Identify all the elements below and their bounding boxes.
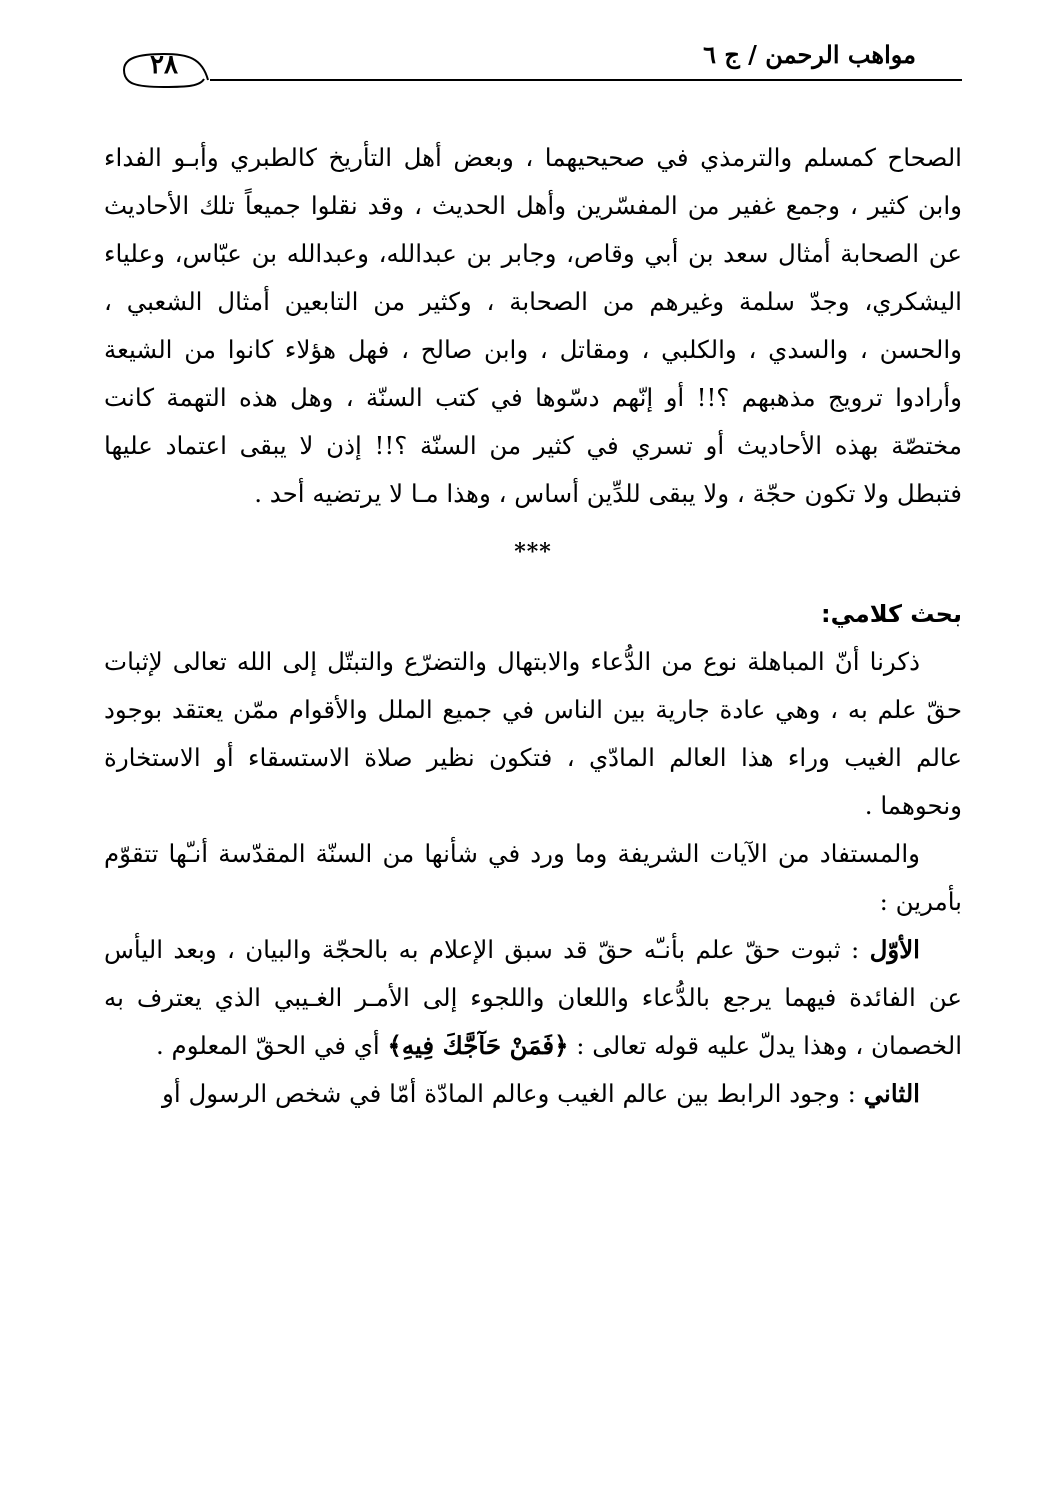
paragraph-mubahala: ذكرنا أنّ المباهلة نوع من الدُّعاء والابتهال والتضرّع والتبتّل إلى الله تعالى لإثبات حقّ علم به ، وهي عادة جارية بين الناس في جميع الملل والأقوام ممّن يعتقد بوجود عالم الغيب وراء هذا العالم المادّي ، فتكون نظير صلاة الاستسقاء أو الاستخارة ونحوهما . — [104, 647, 962, 820]
body-text — [104, 134, 962, 1118]
quran-verse: ﴿فَمَنْ حَآجَّكَ فِيهِ﴾ — [387, 1031, 569, 1060]
second-label: الثاني — [863, 1079, 920, 1108]
paragraph-continuation: الصحاح كمسلم والترمذي في صحيحيهما ، وبعض أهل التأريخ كالطبري وأبـو الفداء وابن كثير ، وجمع غفير من المفسّرين وأهل الحديث ، وقد نقلوا جميعاً تلك الأحاديث عن الصحابة أمثال سعد بن أبي وقاص، وجابر بن عبدالله، وعبدالله بن عبّاس، وعلياء اليشكري، وجدّ سلمة وغيرهم من الصحابة ، وكثير من التابعين أمثال الشعبي ، والحسن ، والسدي ، والكلبي ، ومقاتل ، وابن صالح ، فهل هؤلاء كانوا من الشيعة وأرادوا ترويج مذهبهم ؟!! أو إنّهم دسّوها في كتب السنّة ، وهل هذه التهمة كانت مختصّة بهذه الأحاديث أو تسري في كثير من السنّة ؟!! إذن لا يبقى اعتماد عليها فتبطل ولا تكون حجّة ، ولا يبقى للدِّين أساس ، وهذا مـا لا يرتضيه أحد . — [104, 143, 962, 508]
section-separator: *** — [514, 539, 552, 565]
first-text-b: أي في الحقّ المعلوم . — [155, 1031, 388, 1060]
page-number-badge — [116, 46, 212, 88]
first-text-a: : ثبوت حقّ علم بأنـّه حقّ قد سبق الإعلام به بالحجّة والبيان ، وبعد اليأس عن الفائدة فيهما يرجع بالدُّعاء واللعان واللجوء إلى الأمـر الغـيبي الذي يعترف به الخصمان ، وهذا يدلّ عليه قوله تعالى : — [104, 935, 962, 1060]
page-number: ٢٨ — [150, 50, 178, 80]
section-heading: بحث كلامي: — [821, 600, 962, 628]
second-text: : وجود الرابط بين عالم الغيب وعالم المادّة أمّا في شخص الرسول أو — [162, 1079, 864, 1108]
paragraph-second-pillar — [104, 1070, 962, 1118]
header-rule — [210, 79, 962, 81]
first-label: الأوّل — [869, 935, 920, 964]
paragraph-first-pillar — [104, 926, 962, 1070]
running-title: مواهب الرحمن / ج ٦ — [703, 40, 916, 69]
paragraph-two-pillars: والمستفاد من الآيات الشريفة وما ورد في شأنها من السنّة المقدّسة أنـّها تتقوّم بأمرين : — [104, 839, 962, 916]
